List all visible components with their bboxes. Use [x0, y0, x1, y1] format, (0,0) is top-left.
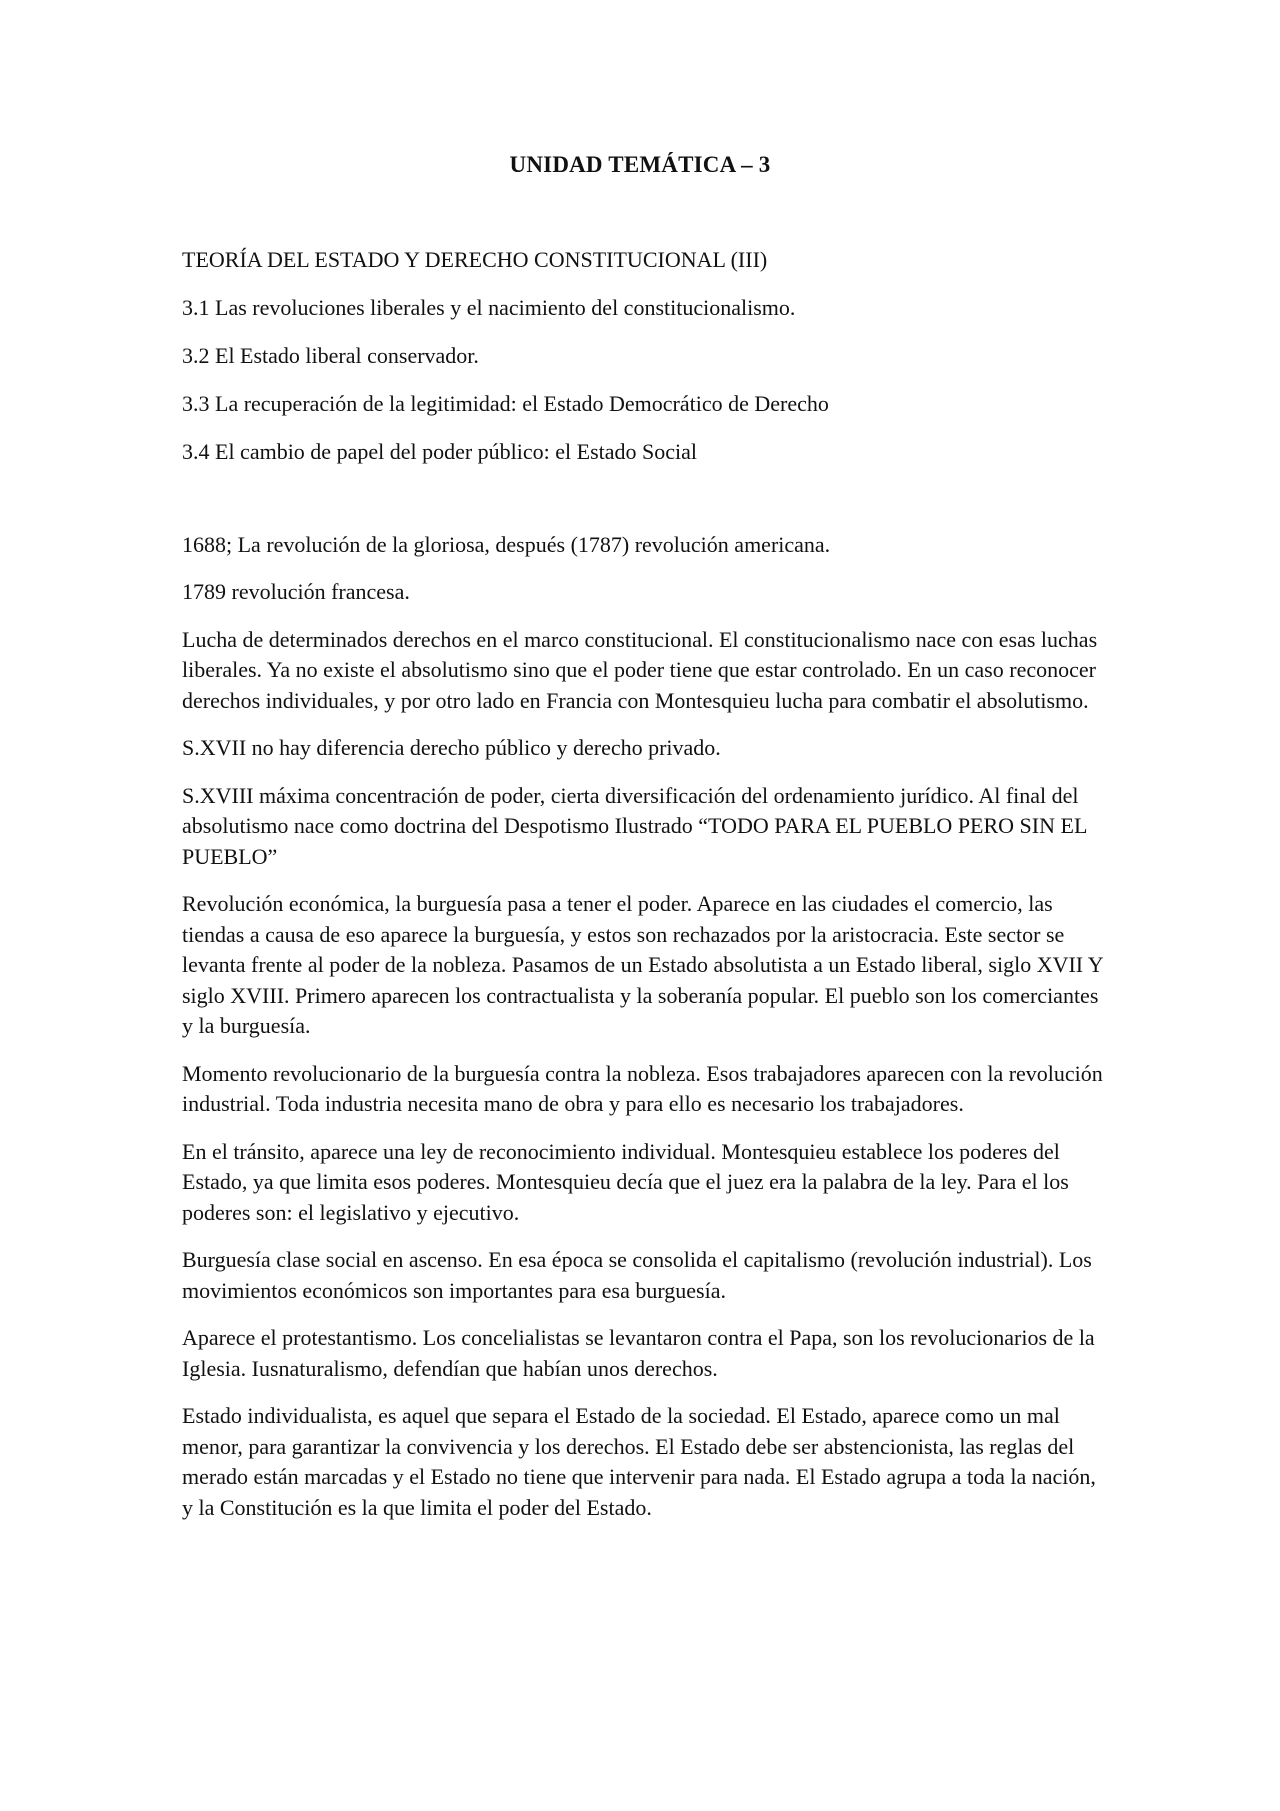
toc-item-3-2: 3.2 El Estado liberal conservador.: [182, 343, 479, 368]
document-title: UNIDAD TEMÁTICA – 3: [509, 152, 771, 177]
paragraph: Burguesía clase social en ascenso. En esa época se consolida el capitalismo (revolución industrial). Los movimientos económicos son importantes para esa burguesía.: [182, 1247, 1092, 1303]
document-body: [182, 245, 1107, 1540]
paragraph: 1789 revolución francesa.: [182, 579, 410, 604]
toc-item-3-3: 3.3 La recuperación de la legitimidad: el Estado Democrático de Derecho: [182, 391, 829, 416]
paragraph: Revolución económica, la burguesía pasa a tener el poder. Aparece en las ciudades el comercio, las tiendas a causa de eso aparece la burguesía, y estos son rechazados por la aristocracia. Este sector se levanta frente al poder de la nobleza. Pasamos de un Estado absolutista a un Estado liberal, siglo XVII Y siglo XVIII. Primero aparecen los contractualista y la soberanía popular. El pueblo son los comerciantes y la burguesía.: [182, 891, 1103, 1038]
paragraph: S.XVII no hay diferencia derecho público y derecho privado.: [182, 735, 721, 760]
toc-heading: TEORÍA DEL ESTADO Y DERECHO CONSTITUCIONAL (III): [182, 247, 768, 272]
paragraph: S.XVIII máxima concentración de poder, cierta diversificación del ordenamiento jurídico. Al final del absolutismo nace como doctrina del Despotismo Ilustrado “TODO PARA EL PUEBLO PERO SIN EL PUEBLO”: [182, 782, 1087, 869]
paragraph: Aparece el protestantismo. Los concelialistas se levantaron contra el Papa, son los revolucionarios de la Iglesia. Iusnaturalismo, defendían que habían unos derechos.: [182, 1325, 1095, 1381]
paragraph: Lucha de determinados derechos en el marco constitucional. El constitucionalismo nace con esas luchas liberales. Ya no existe el absolutismo sino que el poder tiene que estar controlado. En un caso reconocer derechos individuales, y por otro lado en Francia con Montesquieu lucha para combatir el absolutismo.: [182, 626, 1098, 713]
paragraph: Estado individualista, es aquel que separa el Estado de la sociedad. El Estado, aparece como un mal menor, para garantizar la convivencia y los derechos. El Estado debe ser abstencionista, las reglas del merado están marcadas y el Estado no tiene que intervenir para nada. El Estado agrupa a toda la nación, y la Constitución es la que limita el poder del Estado.: [182, 1403, 1096, 1520]
toc-item-3-1: 3.1 Las revoluciones liberales y el nacimiento del constitucionalismo.: [182, 295, 796, 320]
paragraph: 1688; La revolución de la gloriosa, después (1787) revolución americana.: [182, 531, 831, 557]
toc-item-3-4: 3.4 El cambio de papel del poder público: el Estado Social: [182, 439, 698, 464]
paragraph: Momento revolucionario de la burguesía contra la nobleza. Esos trabajadores aparecen con la revolución industrial. Toda industria necesita mano de obra y para ello es necesario los trabajadores.: [182, 1060, 1103, 1116]
paragraph: En el tránsito, aparece una ley de reconocimiento individual. Montesquieu establece los poderes del Estado, ya que limita esos poderes. Montesquieu decía que el juez era la palabra de la ley. Para el los poderes son: el legislativo y ejecutivo.: [182, 1138, 1069, 1225]
